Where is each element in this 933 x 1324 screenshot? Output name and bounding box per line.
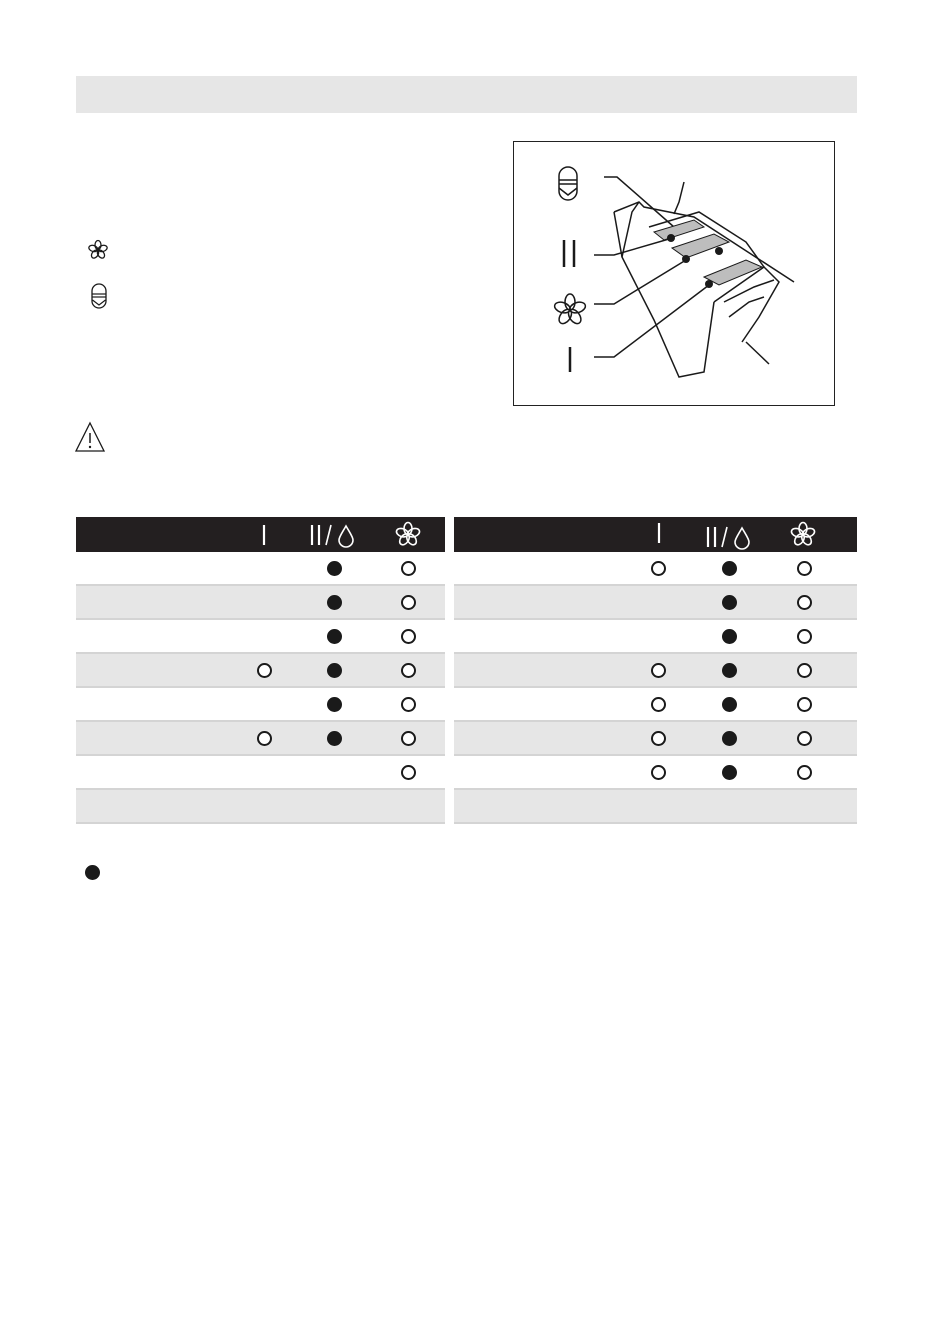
filled-dot xyxy=(327,595,342,610)
filled-dot xyxy=(722,663,737,678)
compartment-two-drop-icon xyxy=(304,517,360,557)
open-dot xyxy=(401,697,416,712)
open-dot xyxy=(401,629,416,644)
filled-dot xyxy=(327,561,342,576)
open-dot xyxy=(257,731,272,746)
table-row xyxy=(454,688,857,722)
table-row xyxy=(454,586,857,620)
section-title-bar xyxy=(76,76,857,113)
open-dot xyxy=(797,629,812,644)
open-dot xyxy=(797,561,812,576)
open-dot xyxy=(651,765,666,780)
warning-triangle-icon xyxy=(74,421,106,458)
open-dot xyxy=(401,765,416,780)
open-dot xyxy=(797,595,812,610)
dosage-table-left xyxy=(76,517,445,824)
table-body xyxy=(76,552,445,824)
open-dot xyxy=(651,731,666,746)
detergent-drawer-figure xyxy=(513,141,835,406)
filled-dot xyxy=(722,765,737,780)
table-row xyxy=(454,552,857,586)
flower-icon xyxy=(789,517,817,557)
flower-icon xyxy=(394,517,422,557)
table-header xyxy=(76,517,445,552)
filled-dot xyxy=(722,629,737,644)
table-row xyxy=(76,756,445,790)
table-body xyxy=(454,552,857,824)
dosage-table-right xyxy=(454,517,857,824)
open-dot xyxy=(651,663,666,678)
open-dot xyxy=(257,663,272,678)
filled-dot xyxy=(722,595,737,610)
open-dot xyxy=(401,663,416,678)
flower-icon xyxy=(553,294,587,326)
compartment-one-icon xyxy=(254,517,274,557)
table-header xyxy=(454,517,857,552)
filled-dot xyxy=(327,629,342,644)
filled-dot xyxy=(722,561,737,576)
table-row xyxy=(454,756,857,790)
table-row xyxy=(454,722,857,756)
table-row xyxy=(76,688,445,722)
open-dot xyxy=(401,595,416,610)
open-dot xyxy=(797,697,812,712)
table-row xyxy=(454,620,857,654)
table-row xyxy=(76,722,445,756)
filled-dot xyxy=(722,731,737,746)
table-row xyxy=(76,790,445,824)
filled-dot xyxy=(327,697,342,712)
table-row xyxy=(454,654,857,688)
open-dot xyxy=(651,697,666,712)
table-row xyxy=(76,620,445,654)
max-level-icon xyxy=(559,167,577,200)
open-dot xyxy=(401,561,416,576)
table-row xyxy=(454,790,857,824)
flower-icon xyxy=(88,239,108,266)
open-dot xyxy=(797,731,812,746)
table-row xyxy=(76,586,445,620)
filled-dot xyxy=(327,731,342,746)
open-dot xyxy=(797,765,812,780)
compartment-two-label xyxy=(564,240,574,267)
table-row xyxy=(76,552,445,586)
compartment-two-drop-icon xyxy=(700,517,756,557)
open-dot xyxy=(401,731,416,746)
open-dot xyxy=(651,561,666,576)
compartment-one-icon xyxy=(649,517,669,557)
open-dot xyxy=(797,663,812,678)
legend-filled-dot xyxy=(85,865,100,880)
filled-dot xyxy=(722,697,737,712)
filled-dot xyxy=(327,663,342,678)
max-level-icon xyxy=(91,283,107,314)
table-row xyxy=(76,654,445,688)
